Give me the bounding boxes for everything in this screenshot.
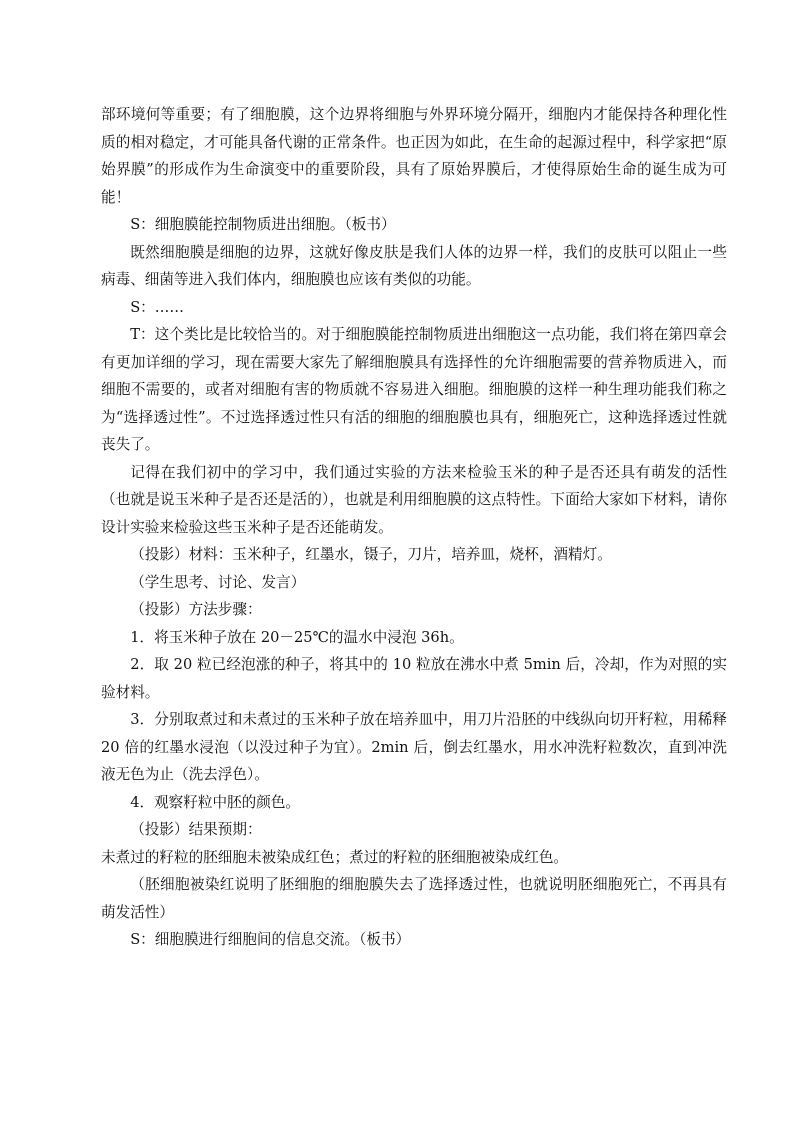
step-3: 3．分别取煮过和未煮过的玉米种子放在培养皿中，用刀片沿胚的中线纵向切开籽粒，用稀释 20 倍的红墨水浸泡（以没过种子为宜）。2min 后，倒去红墨水，用水冲洗籽粒数次，直到冲洗液无色为止（洗去浮色）。 (101, 711, 727, 783)
step-1: 1．将玉米种子放在 20－25℃的温水中浸泡 36h。 (130, 628, 464, 646)
paragraph-4: S：…… (130, 298, 184, 316)
paragraph-6: 记得在我们初中的学习中，我们通过实验的方法来检验玉米的种子是否还具有萌发的活性（也就是说玉米种子是否还是活的），也就是利用细胞膜的这点特性。下面给大家如下材料，请你设计实验来检验这些玉米种子是否还能萌发。 (101, 463, 727, 536)
paragraph-7: （投影）材料：玉米种子，红墨水，镊子，刀片，培养皿，烧杯，酒精灯。 (130, 546, 612, 563)
paragraph-1: 部环境何等重要；有了细胞膜，这个边界将细胞与外界环境分隔开，细胞内才能保持各种理化性质的相对稳定，才可能具备代谢的正常条件。也正因为如此，在生命的起源过程中，科学家把“原始界膜”的形成作为生命演变中的重要阶段，具有了原始界膜后，才使得原始生命的诞生成为可能！ (101, 106, 727, 206)
paragraph-result: 未煮过的籽粒的胚细胞未被染成红色；煮过的籽粒的胚细胞被染成红色。 (101, 848, 569, 866)
paragraph-explanation: （胚细胞被染红说明了胚细胞的细胞膜失去了选择透过性，也就说明胚细胞死亡，不再具有萌发活性） (101, 876, 727, 921)
step-4: 4．观察籽粒中胚的颜色。 (130, 793, 301, 811)
paragraph-last: S：细胞膜进行细胞间的信息交流。（板书） (130, 931, 411, 948)
paragraph-2: S：细胞膜能控制物质进出细胞。（板书） (130, 216, 396, 233)
document-body (101, 101, 727, 954)
paragraph-8: （学生思考、讨论、发言） (130, 573, 306, 591)
step-2: 2．取 20 粒已经泡涨的种子，将其中的 10 粒放在沸水中煮 5min 后，冷却，作为对照的实验材料。 (101, 656, 727, 701)
paragraph-5: T：这个类比是比较恰当的。对于细胞膜能控制物质进出细胞这一点功能，我们将在第四章会有更加详细的学习，现在需要大家先了解细胞膜具有选择性的允许细胞需要的营养物质进入，而细胞不需要的，或者对细胞有害的物质就不容易进入细胞。细胞膜的这样一种生理功能我们称之为“选择透过性”。不过选择透过性只有活的细胞的细胞膜也具有，细胞死亡，这种选择透过性就丧失了。 (101, 326, 727, 453)
paragraph-result-heading: （投影）结果预期： (130, 821, 262, 838)
paragraph-9: （投影）方法步骤： (130, 601, 262, 618)
paragraph-3: 既然细胞膜是细胞的边界，这就好像皮肤是我们人体的边界一样，我们的皮肤可以阻止一些病毒、细菌等进入我们体内，细胞膜也应该有类似的功能。 (101, 243, 727, 288)
